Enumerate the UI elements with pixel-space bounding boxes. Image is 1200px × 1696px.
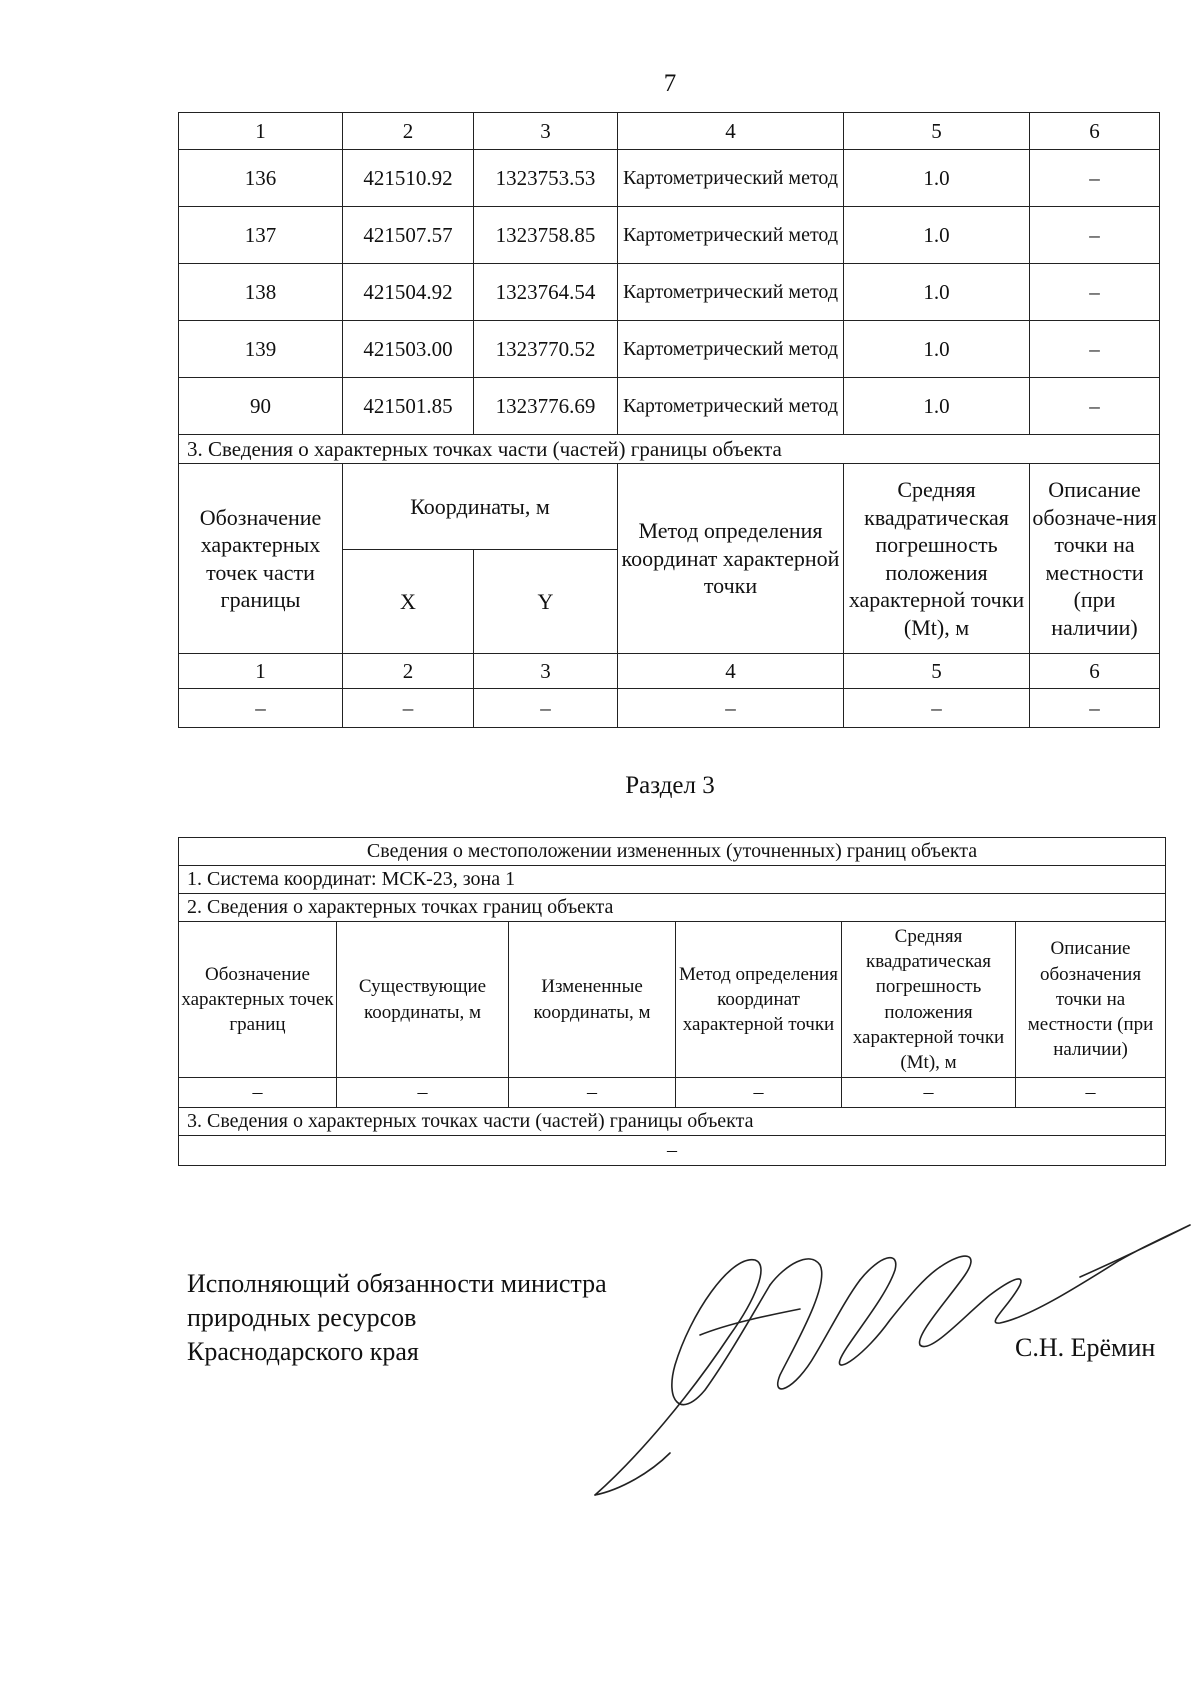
x-coordinate-cell: 421510.92 <box>343 150 474 207</box>
column-number: 5 <box>844 113 1030 150</box>
accuracy-cell: 1.0 <box>844 321 1030 378</box>
y-coordinate-cell: 1323758.85 <box>474 207 618 264</box>
coord-system-row <box>179 866 1166 894</box>
column-number: 6 <box>1030 654 1160 689</box>
method-cell: Картометрический метод <box>618 207 844 264</box>
boundary-points-table <box>178 112 1160 728</box>
empty-cell: – <box>842 1078 1016 1108</box>
table-row <box>179 321 1160 378</box>
parts-title-row <box>179 1108 1166 1136</box>
y-coordinate-cell: 1323764.54 <box>474 264 618 321</box>
x-coordinate-cell: 421503.00 <box>343 321 474 378</box>
parts-title: 3. Сведения о характерных точках части (частей) границы объекта <box>179 1108 1166 1136</box>
accuracy-header: Средняя квадратическая погрешность положения характерной точки (Mt), м <box>842 922 1016 1078</box>
table-row <box>179 207 1160 264</box>
header-row <box>179 464 1160 550</box>
column-number: 4 <box>618 113 844 150</box>
section-title-row <box>179 435 1160 464</box>
method-cell: Картометрический метод <box>618 150 844 207</box>
description-cell: – <box>1030 207 1160 264</box>
y-header: Y <box>474 550 618 654</box>
empty-cell: – <box>618 689 844 728</box>
y-coordinate-cell: 1323776.69 <box>474 378 618 435</box>
changed-boundaries-table <box>178 837 1166 1166</box>
method-header: Метод определения координат характерной точки <box>618 464 844 654</box>
table-row <box>179 264 1160 321</box>
empty-cell: – <box>844 689 1030 728</box>
column-number: 6 <box>1030 113 1160 150</box>
coordinates-header: Координаты, м <box>343 464 618 550</box>
existing-coordinates-header: Существующие координаты, м <box>337 922 509 1078</box>
point-id-cell: 137 <box>179 207 343 264</box>
coord-system: 1. Система координат: МСК-23, зона 1 <box>179 866 1166 894</box>
signer-title-line: Краснодарского края <box>187 1336 419 1366</box>
y-coordinate-cell: 1323753.53 <box>474 150 618 207</box>
table-row <box>179 1078 1166 1108</box>
point-id-cell: 136 <box>179 150 343 207</box>
accuracy-cell: 1.0 <box>844 207 1030 264</box>
signer-title-line: Исполняющий обязанности министра <box>187 1269 607 1298</box>
point-designation-header: Обозначение характерных точек части границы <box>179 464 343 654</box>
description-header: Описание обозначе-ния точки на местности (при наличии) <box>1030 464 1160 654</box>
column-number: 1 <box>179 113 343 150</box>
accuracy-cell: 1.0 <box>844 150 1030 207</box>
signer-title-line: природных ресурсов <box>187 1302 417 1332</box>
accuracy-cell: 1.0 <box>844 378 1030 435</box>
empty-cell: – <box>1030 689 1160 728</box>
table-row <box>179 689 1160 728</box>
column-number: 4 <box>618 654 844 689</box>
empty-cell: – <box>1016 1078 1166 1108</box>
empty-cell: – <box>509 1078 676 1108</box>
description-header: Описание обозначения точки на местности (при наличии) <box>1016 922 1166 1078</box>
table-title-row <box>179 838 1166 866</box>
method-cell: Картометрический метод <box>618 378 844 435</box>
header-row <box>179 922 1166 1078</box>
description-cell: – <box>1030 150 1160 207</box>
x-coordinate-cell: 421507.57 <box>343 207 474 264</box>
page-number: 7 <box>663 70 677 97</box>
column-number: 3 <box>474 113 618 150</box>
column-number: 2 <box>343 113 474 150</box>
description-cell: – <box>1030 321 1160 378</box>
x-header: X <box>343 550 474 654</box>
point-designation-header: Обозначение характерных точек границ <box>179 922 337 1078</box>
point-id-cell: 90 <box>179 378 343 435</box>
point-id-cell: 138 <box>179 264 343 321</box>
x-coordinate-cell: 421504.92 <box>343 264 474 321</box>
changed-coordinates-header: Измененные координаты, м <box>509 922 676 1078</box>
table-title: Сведения о местоположении измененных (уточненных) границ объекта <box>179 838 1166 866</box>
empty-cell: – <box>676 1078 842 1108</box>
empty-cell: – <box>337 1078 509 1108</box>
points-title-row <box>179 894 1166 922</box>
method-cell: Картометрический метод <box>618 264 844 321</box>
accuracy-cell: 1.0 <box>844 264 1030 321</box>
column-number: 1 <box>179 654 343 689</box>
column-number-row <box>179 113 1160 150</box>
method-header: Метод определения координат характерной точки <box>676 922 842 1078</box>
section-heading: Раздел 3 <box>625 772 715 799</box>
column-number: 3 <box>474 654 618 689</box>
point-id-cell: 139 <box>179 321 343 378</box>
signer-title <box>187 1267 607 1368</box>
description-cell: – <box>1030 378 1160 435</box>
y-coordinate-cell: 1323770.52 <box>474 321 618 378</box>
empty-cell: – <box>179 689 343 728</box>
column-number: 2 <box>343 654 474 689</box>
table-row <box>179 378 1160 435</box>
table-row <box>179 150 1160 207</box>
description-cell: – <box>1030 264 1160 321</box>
empty-cell: – <box>343 689 474 728</box>
x-coordinate-cell: 421501.85 <box>343 378 474 435</box>
parts-value: – <box>179 1136 1166 1166</box>
column-number: 5 <box>844 654 1030 689</box>
section-title: 3. Сведения о характерных точках части (частей) границы объекта <box>179 435 1160 464</box>
column-number-row <box>179 654 1160 689</box>
parts-value-row <box>179 1136 1166 1166</box>
signer-name: С.Н. Ерёмин <box>1015 1333 1156 1362</box>
empty-cell: – <box>474 689 618 728</box>
points-title: 2. Сведения о характерных точках границ объекта <box>179 894 1166 922</box>
empty-cell: – <box>179 1078 337 1108</box>
accuracy-header: Средняя квадратическая погрешность положения характерной точки (Mt), м <box>844 464 1030 654</box>
method-cell: Картометрический метод <box>618 321 844 378</box>
